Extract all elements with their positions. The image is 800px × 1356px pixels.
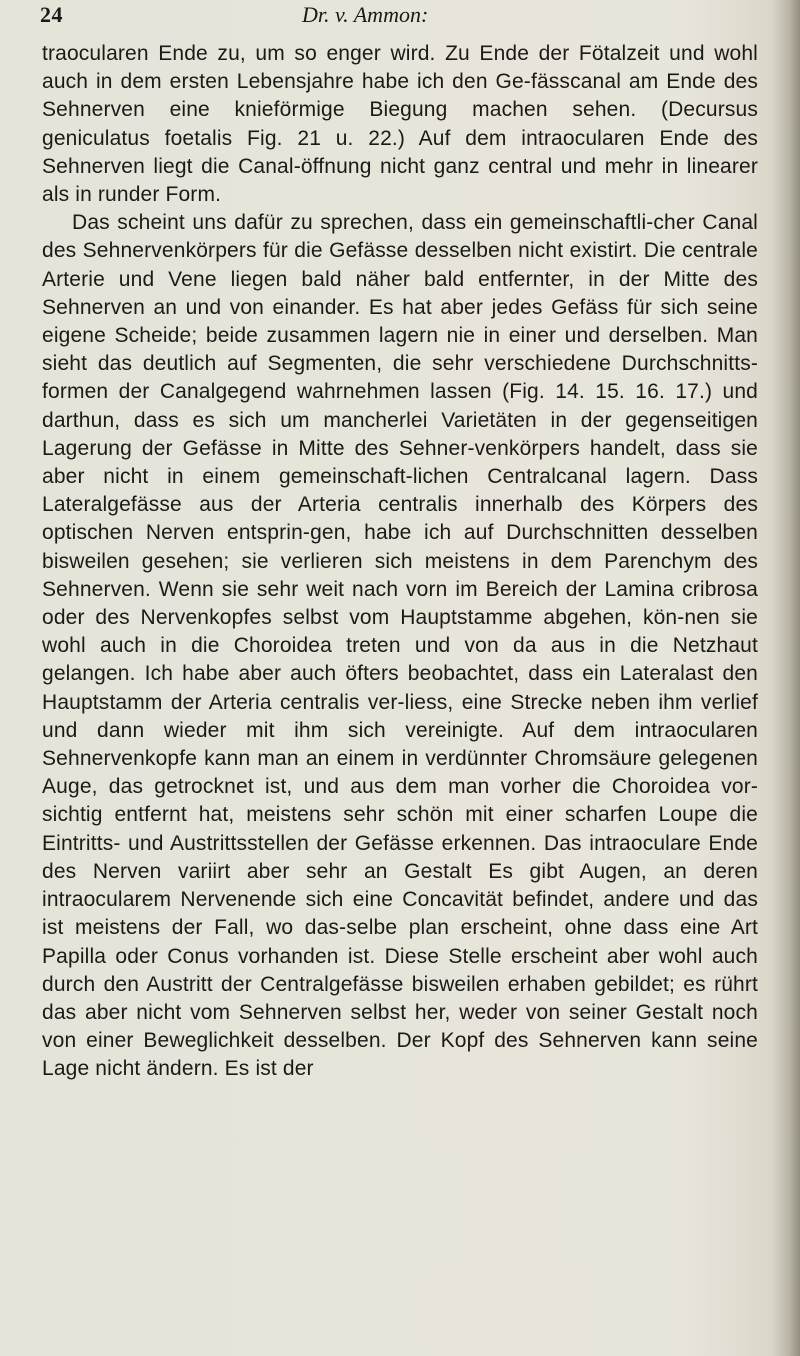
paragraph-continuation: traocularen Ende zu, um so enger wird. Zu Ende der Fötalzeit und wohl auch in dem ersten Lebensjahre habe ich den Ge-fässcanal am Ende des Sehnerven eine knieförmige Biegung machen sehen. (Decursus geniculatus foetalis Fig. 21 u. 22.) Auf dem intraocularen Ende des Sehnerven liegt die Canal-öffnung nicht ganz central und mehr in linearer als in runder Form. bbox=[42, 42, 758, 207]
page-number: 24 bbox=[40, 2, 63, 27]
running-head: Dr. v. Ammon: bbox=[302, 2, 429, 27]
page-edge-shadow bbox=[772, 0, 800, 1356]
body-text bbox=[42, 40, 758, 1084]
paragraph-main: Das scheint uns dafür zu sprechen, dass ein gemeinschaftli-cher Canal des Sehnervenkörpers für die Gefässe desselben nicht existirt. Die centrale Arterie und Vene liegen bald näher bald entfernter, in der Mitte des Sehnerven an und von einander. Es hat aber jedes Gefäss für sich seine eigene Scheide; beide zusammen lagern nie in einer und derselben. Man sieht das deutlich auf Segmenten, die sehr verschiedene Durchschnitts-formen der Canalgegend wahrnehmen lassen (Fig. 14. 15. 16. 17.) und darthun, dass es sich um mancherlei Varietäten in der gegenseitigen Lagerung der Gefässe in Mitte des Sehner-venkörpers handelt, dass sie aber nicht in einem gemeinschaft-lichen Centralcanal lagern. Dass Lateralgefässe aus der Arteria centralis innerhalb des Körpers des optischen Nerven entsprin-gen, habe ich auf Durchschnitten desselben bisweilen gesehen; sie verlieren sich meistens in dem Parenchym des Sehnerven. Wenn sie sehr weit nach vorn im Bereich der Lamina cribrosa oder des Nervenkopfes selbst vom Hauptstamme abgehen, kön-nen sie wohl auch in die Choroidea treten und von da aus in die Netzhaut gelangen. Ich habe aber auch öfters beobachtet, dass ein Lateralast den Hauptstamm der Arteria centralis ver-liess, eine Strecke neben ihm verlief und dann wieder mit ihm sich vereinigte. Auf dem intraocularen Sehnervenkopfe kann man an einem in verdünnter Chromsäure gelegenen Auge, das getrocknet ist, und aus dem man vorher die Choroidea vor-sichtig entfernt hat, meistens sehr schön mit einer scharfen Loupe die Eintritts- und Austrittsstellen der Gefässe erkennen. Das intraoculare Ende des Nerven variirt aber sehr an Gestalt Es gibt Augen, an deren intraocularem Nervenende sich eine Concavität befindet, andere und das ist meistens der Fall, wo das-selbe plan erscheint, ohne dass eine Art Papilla oder Conus vorhanden ist. Diese Stelle erscheint aber wohl auch durch den Austritt der Centralgefässe bisweilen erhaben gebildet; es rührt das aber nicht vom Sehnerven selbst her, weder von seiner Gestalt noch von einer Beweglichkeit desselben. Der Kopf des Sehnerven kann seine Lage nicht ändern. Es ist der bbox=[42, 211, 758, 1081]
page-header bbox=[40, 2, 760, 32]
